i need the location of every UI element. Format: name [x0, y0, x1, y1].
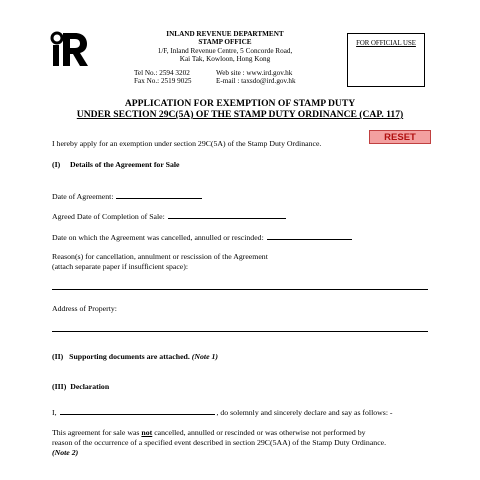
- declarant-name-field[interactable]: [60, 407, 215, 415]
- intro-statement: I hereby apply for an exemption under section 29C(5A) of the Stamp Duty Ordinance.: [52, 139, 322, 148]
- tel-number: Tel No.: 2594 3202: [134, 69, 190, 77]
- contact-info: [134, 69, 296, 86]
- property-address-label: Address of Property:: [52, 304, 117, 313]
- reasons-label: [52, 252, 268, 272]
- completion-date-row: [52, 211, 286, 222]
- paragraph-1-rest: cancelled, annulled or rescinded or was otherwise not performed by: [152, 428, 366, 437]
- fax-number: Fax No.: 2519 9025: [134, 77, 192, 86]
- declaration-prefix: I,: [52, 408, 57, 417]
- section-2-title: (II) Supporting documents are attached.: [52, 352, 190, 361]
- date-of-agreement-field[interactable]: [116, 191, 202, 199]
- paragraph-1-line-2: reason of the occurrence of a specified event described in section 29C(5AA) of the Stamp Duty Ordinance.: [52, 438, 387, 447]
- completion-date-label: Agreed Date of Completion of Sale:: [52, 212, 165, 221]
- reasons-field[interactable]: [52, 289, 428, 290]
- section-2-heading: [52, 352, 218, 362]
- ird-logo-icon: [50, 30, 90, 68]
- form-subtitle: UNDER SECTION 29C(5A) OF THE STAMP DUTY ORDINANCE (CAP. 117): [76, 109, 404, 120]
- paragraph-1-not: not: [141, 428, 153, 437]
- section-3-heading: (III) Declaration: [52, 382, 110, 391]
- cancellation-date-label: Date on which the Agreement was cancelled, annulled or rescinded:: [52, 233, 264, 242]
- office-name: STAMP OFFICE: [198, 38, 252, 47]
- declaration-suffix: , do solemnly and sincerely declare and say as follows: -: [216, 408, 393, 417]
- address-line-1: 1/F, Inland Revenue Centre, 5 Concorde Road,: [157, 46, 293, 55]
- cancellation-date-field[interactable]: [267, 232, 352, 240]
- declaration-line: [52, 407, 393, 418]
- official-use-box: [347, 33, 425, 87]
- date-of-agreement-label: Date of Agreement:: [52, 192, 114, 201]
- date-of-agreement-row: [52, 191, 202, 202]
- section-2-note: (Note 1): [191, 352, 218, 361]
- website: Web site : www.ird.gov.hk: [216, 69, 293, 77]
- paragraph-1-start: This agreement for sale was: [52, 428, 142, 437]
- official-use-label: FOR OFFICIAL USE: [356, 40, 416, 47]
- reasons-label-line-2: (attach separate paper if insufficient space):: [52, 262, 189, 271]
- cancellation-date-row: [52, 232, 352, 243]
- declaration-paragraph: [52, 428, 432, 458]
- form-title: APPLICATION FOR EXEMPTION OF STAMP DUTY: [124, 98, 356, 109]
- property-address-field[interactable]: [52, 331, 428, 332]
- completion-date-field[interactable]: [168, 211, 286, 219]
- section-1-heading: (I) Details of the Agreement for Sale: [52, 160, 180, 169]
- department-name: INLAND REVENUE DEPARTMENT: [166, 30, 284, 38]
- reasons-label-line-1: Reason(s) for cancellation, annulment or rescission of the Agreement: [52, 252, 268, 261]
- address-line-2: Kai Tak, Kowloon, Hong Kong: [179, 55, 271, 64]
- email: E-mail : taxsdo@ird.gov.hk: [216, 77, 296, 86]
- reset-button[interactable]: RESET: [369, 130, 431, 144]
- department-header: [110, 30, 340, 64]
- paragraph-1-note: (Note 2): [52, 448, 79, 457]
